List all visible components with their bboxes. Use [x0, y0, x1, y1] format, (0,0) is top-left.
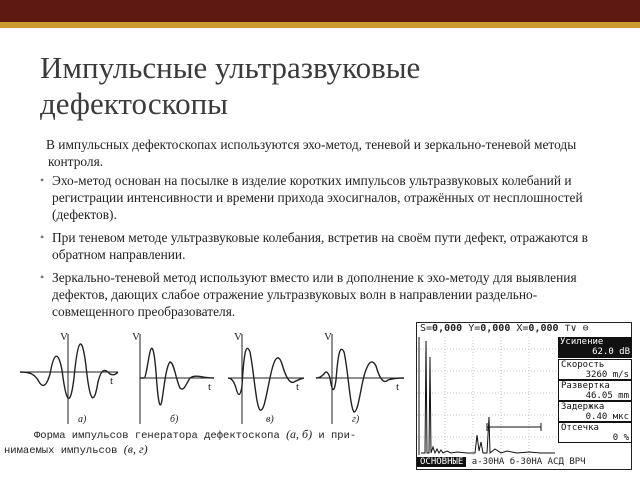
x-value: 0,000 [528, 323, 559, 334]
axis-label-v: V [324, 331, 332, 343]
bullet-icon: • [40, 173, 45, 187]
param-speed[interactable] [558, 359, 632, 380]
axis-label-t: t [396, 381, 400, 393]
param-value: 0 % [612, 433, 629, 443]
axis-label-v: V [60, 331, 68, 343]
defectoscope-screen [416, 322, 632, 470]
panel-label-c: в) [266, 414, 274, 425]
parameter-panel [558, 337, 632, 443]
s-value: 0,000 [432, 323, 463, 334]
slide-title: Импульсные ультразвуковые дефектоскопы [40, 50, 421, 121]
param-gain[interactable] [558, 337, 632, 359]
bullet-item [40, 269, 600, 320]
readout-bar [417, 323, 589, 336]
status-glyphs: ⊤∨ ⊖ [564, 323, 589, 334]
x-label: X= [516, 323, 529, 334]
param-value: 3260 m/s [585, 370, 629, 380]
caption-ab: (а, б) [286, 427, 313, 441]
waveform-figure [6, 322, 406, 432]
bullet-text: Зеркально-теневой метод используют вместо или в дополнение к эхо-методу для выявления дефектов, дающих слабое отражение ультразвуковых волн в направлении раздельно-совмещенного преобразователя. [52, 270, 577, 319]
panel-label-d: г) [352, 414, 360, 425]
bullet-text: Эхо-метод основан на посылке в изделие коротких импульсов ультразвуковых колебаний и регистрации интенсивности и времени прихода эхосигналов, отражённых от несплошностей (дефектов). [52, 173, 583, 222]
param-label: Развертка [561, 381, 610, 391]
param-label: Скорость [561, 360, 605, 370]
waveform-c [228, 348, 304, 410]
top-accent-bar [0, 0, 640, 22]
axis-label-v: V [132, 331, 140, 343]
top-accent-stripe [0, 22, 640, 28]
param-sweep[interactable] [558, 380, 632, 401]
param-value: 46.05 mm [585, 391, 629, 401]
bullet-icon: • [40, 230, 45, 244]
y-value: 0,000 [480, 323, 511, 334]
bullet-text: При теневом методе ультразвуковые колебания, встретив на своём пути дефект, отражаются в обратном направлении. [52, 230, 588, 262]
panel-label-a: а) [78, 414, 87, 425]
param-value: 62.0 dB [592, 347, 630, 357]
intro-paragraph: В импульсных дефектоскопах используются эхо-метод, теневой и зеркально-теневой методы контроля. [46, 137, 577, 169]
param-label: Отсечка [561, 423, 599, 433]
caption-text: Форма импульсов генератора дефектоскопа [34, 430, 280, 442]
status-text: а-30НА б-30НА АСД ВРЧ [471, 457, 586, 467]
param-label: Усиление [560, 337, 604, 347]
bullet-item [40, 172, 600, 223]
y-label: Y= [468, 323, 481, 334]
bullet-icon: • [40, 270, 45, 284]
panel-label-b: б) [170, 414, 179, 425]
param-cutoff[interactable] [558, 422, 632, 443]
a-scan-trace [421, 341, 555, 453]
param-delay[interactable] [558, 401, 632, 422]
waveform-a [20, 344, 118, 398]
s-label: S= [420, 323, 433, 334]
a-scan-plot [417, 337, 557, 455]
bullet-item [40, 229, 600, 263]
axis-label-t: t [208, 381, 212, 393]
status-bar [417, 456, 631, 469]
mode-tab[interactable]: ОСНОВНЫЕ [417, 457, 466, 467]
caption-vg: (в, г) [123, 442, 148, 456]
caption-mid: и при- [318, 430, 357, 442]
figure-caption [4, 428, 409, 458]
bullet-list [40, 172, 600, 326]
param-label: Задержка [561, 402, 605, 412]
waveform-b [140, 348, 214, 405]
waveform-d [316, 349, 404, 412]
axis-label-t: t [110, 375, 114, 387]
axis-label-v: V [234, 331, 242, 343]
param-value: 0.40 мкс [585, 412, 629, 422]
caption-text-2: нимаемых импульсов [4, 445, 118, 457]
axis-label-t: t [296, 381, 300, 393]
